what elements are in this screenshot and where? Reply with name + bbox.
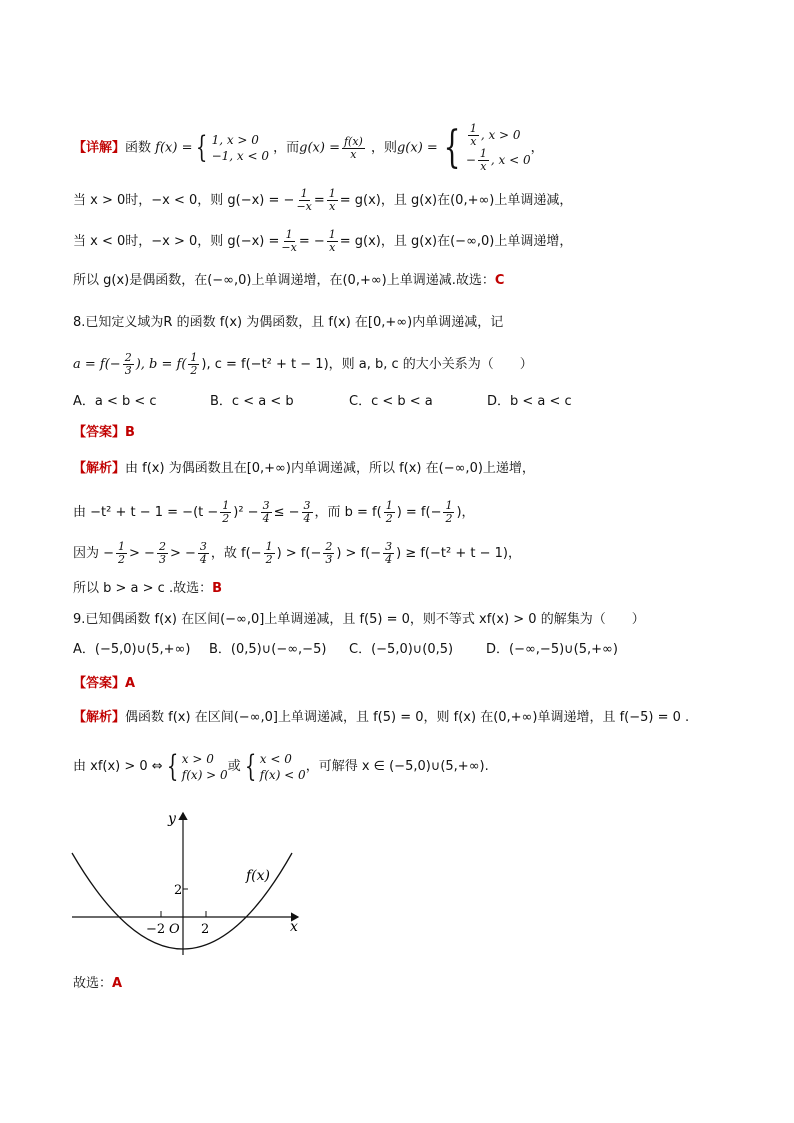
- q9-option-d[interactable]: D．(−∞,−5)∪(5,+∞): [486, 642, 618, 657]
- q8-analysis-2: [73, 500, 475, 525]
- an3-f6-num: 3: [385, 540, 393, 553]
- g2-lhs: g(x) =: [396, 140, 438, 156]
- an3-f5-num: 2: [325, 540, 333, 553]
- q8-answer: B: [125, 425, 135, 440]
- line2-f2-num: 1: [328, 228, 336, 241]
- q8-analysis-3: [73, 541, 521, 566]
- case1-a: x > 0: [181, 751, 214, 766]
- gc1-den: x: [470, 135, 477, 148]
- an3-b: > −: [129, 546, 155, 561]
- line1-b: = g(x)，且 g(x)在(0,+∞)上单调递减，: [339, 193, 573, 208]
- an2-f5-den: 2: [445, 512, 453, 525]
- line3: 所以 g(x)是偶函数，在(−∞,0)上单调递增，在(0,+∞)上单调递减.故选：: [73, 273, 495, 288]
- q8-stem-1: 8.已知定义域为R 的函数 f(x) 为偶函数，且 f(x) 在[0,+∞)内单调递减，记: [73, 315, 504, 330]
- detail-intro: 函数: [125, 140, 152, 156]
- g-cases: [466, 123, 531, 173]
- an3-f6-den: 4: [385, 553, 393, 566]
- q9-analysis-2: [73, 750, 489, 784]
- q7-line-3: [73, 271, 504, 291]
- line2-a: 当 x < 0时，−x > 0，则 g(−x) =: [73, 234, 280, 249]
- case2-a: x < 0: [259, 751, 292, 766]
- q9-conclusion-answer: A: [112, 976, 123, 991]
- line2-f1-den: −x: [281, 241, 297, 254]
- q7-detail-line: [73, 123, 544, 173]
- gc2-num: 1: [479, 147, 487, 160]
- case1-b: f(x) > 0: [181, 767, 228, 782]
- q7-answer: C: [494, 273, 505, 288]
- q9-option-a[interactable]: A．(−5,0)∪(5,+∞): [73, 642, 191, 657]
- an3-c: > −: [169, 546, 196, 561]
- or: 或: [227, 759, 241, 774]
- q9-conclusion: [73, 974, 122, 994]
- line1-f2-num: 1: [328, 187, 336, 200]
- q7-line-2: [73, 229, 572, 254]
- q9-options: [73, 640, 618, 660]
- an3-a: 因为 −: [73, 546, 115, 561]
- an3-d: ，故 f(−: [210, 546, 262, 561]
- an2-a: 由 −t² + t − 1 = −(t −: [73, 505, 219, 520]
- q7-line-1: [73, 188, 572, 213]
- an2-f2-num: 3: [262, 499, 270, 512]
- an2-f1-num: 1: [222, 499, 230, 512]
- an2-f4-num: 1: [385, 499, 393, 512]
- b-num: 1: [190, 351, 198, 364]
- line2-b: = g(x)，且 g(x)在(−∞,0)上单调递增，: [339, 234, 573, 249]
- an2-b: )² −: [233, 505, 259, 520]
- gc2-cond: , x < 0: [490, 153, 531, 167]
- q9-conclusion-text: 故选：: [73, 976, 113, 991]
- q9-an2-a: 由 xf(x) > 0 ⇔: [73, 759, 163, 774]
- x-tick-pos-label: 2: [201, 922, 210, 937]
- an2-f4-den: 2: [385, 512, 393, 525]
- an2-f5-num: 1: [445, 499, 453, 512]
- g-case-2: − $\frac{1}{x}$ , x < 0: [465, 147, 531, 173]
- an3-f2-den: 3: [158, 553, 166, 566]
- x-tick-neg-label: −2: [146, 922, 166, 937]
- line1-f1-num: 1: [300, 187, 308, 200]
- analysis-tag: 【解析】: [73, 461, 126, 476]
- q8-conclusion-answer: B: [212, 581, 222, 596]
- cases-1: [182, 751, 228, 783]
- line1-f2-den: x: [329, 200, 336, 213]
- q9-an2-b: ，可解得 x ∈ (−5,0)∪(5,+∞).: [305, 759, 489, 774]
- q8-option-c[interactable]: C．c < b < a: [349, 394, 433, 409]
- f-def-lhs: f(x) =: [155, 140, 193, 156]
- q8-answer-line: [73, 423, 135, 443]
- gc2-den: x: [480, 160, 487, 173]
- an3-f5-den: 3: [325, 553, 333, 566]
- an3-e: ) > f(−: [276, 546, 322, 561]
- q9-option-b[interactable]: B．(0,5)∪(−∞,−5): [209, 642, 327, 657]
- an3-f1-num: 1: [118, 540, 126, 553]
- parabola-graph: [60, 805, 320, 965]
- y-tick-label: 2: [174, 883, 183, 898]
- y-label: y: [168, 811, 176, 827]
- f-case-1: 1, x > 0: [211, 133, 259, 147]
- and-g: ，而: [273, 140, 300, 156]
- an2-f3-den: 4: [303, 512, 311, 525]
- x-label: x: [290, 919, 298, 935]
- line1-mid: =: [313, 193, 325, 208]
- cases-2: [260, 751, 306, 783]
- stem2-c: ), c = f(−t² + t − 1)，则 a, b, c 的大小关系为（ ）: [201, 357, 533, 372]
- an3-f2-num: 2: [158, 540, 166, 553]
- then-g: ，则: [370, 140, 397, 156]
- brace: {: [196, 130, 208, 165]
- a-num: 2: [124, 351, 132, 364]
- q8-options: [73, 392, 572, 412]
- q8-option-a[interactable]: A．a < b < c: [73, 394, 157, 409]
- an2-c: ≤ −: [273, 505, 300, 520]
- q9-option-c[interactable]: C．(−5,0)∪(0,5): [349, 642, 454, 657]
- f-case-2: −1, x < 0: [211, 149, 269, 163]
- q8-conclusion-text: 所以 b > a > c .故选：: [73, 581, 213, 596]
- stem2-a: a = f(−: [73, 357, 121, 372]
- an3-f4-num: 1: [265, 540, 273, 553]
- analysis-tag: 【解析】: [73, 710, 126, 725]
- answer-tag: 【答案】: [73, 676, 126, 691]
- gc1-cond: , x > 0: [480, 128, 521, 142]
- q8-conclusion: [73, 579, 222, 599]
- an3-f3-den: 4: [199, 553, 207, 566]
- curve-label: f(x): [246, 868, 271, 884]
- detail-tag: 【详解】: [73, 140, 126, 156]
- an2-f: )，: [456, 505, 475, 520]
- an3-f3-num: 3: [199, 540, 207, 553]
- q9-stem: 9.已知偶函数 f(x) 在区间(−∞,0]上单调递减，且 f(5) = 0，则不等式 xf(x) > 0 的解集为（ ）: [73, 612, 645, 627]
- an2-d: ，而 b = f(: [314, 505, 382, 520]
- an3-g: ) ≥ f(−t² + t − 1)，: [396, 546, 521, 561]
- q8-option-d[interactable]: D．b < a < c: [487, 394, 572, 409]
- q9-answer: A: [125, 676, 136, 691]
- an3-f4-den: 2: [265, 553, 273, 566]
- answer-tag: 【答案】: [73, 425, 126, 440]
- an2-f1-den: 2: [222, 512, 230, 525]
- origin-label: O: [169, 922, 180, 937]
- gc1-num: 1: [469, 122, 477, 135]
- an2-f2-den: 4: [262, 512, 270, 525]
- g-den: x: [350, 147, 357, 161]
- an3-f: ) > f(−: [336, 546, 382, 561]
- an2-f3-num: 3: [303, 499, 311, 512]
- an3-f1-den: 2: [118, 553, 126, 566]
- line2-mid: = −: [298, 234, 325, 249]
- line2-f1-num: 1: [285, 228, 293, 241]
- g-case-1: [466, 123, 531, 148]
- case2-b: f(x) < 0: [259, 767, 306, 782]
- stem2-b: ), b = f(: [135, 357, 187, 372]
- brace: {: [244, 748, 256, 784]
- q9-analysis-1: [73, 708, 689, 728]
- line2-f2-den: x: [329, 241, 336, 254]
- g-num: f(x): [343, 134, 363, 148]
- brace: {: [166, 748, 178, 784]
- a-den: 3: [124, 364, 132, 377]
- f-cases: [212, 132, 269, 164]
- q8-option-b[interactable]: B．c < a < b: [210, 394, 294, 409]
- b-den: 2: [190, 364, 198, 377]
- analysis1: 由 f(x) 为偶函数且在[0,+∞)内单调递减，所以 f(x) 在(−∞,0)上递增，: [125, 461, 535, 476]
- q8-analysis-1: [73, 459, 535, 479]
- line1-a: 当 x > 0时，−x < 0，则 g(−x) = −: [73, 193, 295, 208]
- brace: {: [443, 122, 461, 173]
- q9-answer-line: [73, 674, 135, 694]
- g-lhs: g(x) =: [299, 140, 340, 156]
- line1-f1-den: −x: [296, 200, 312, 213]
- an2-e: ) = f(−: [396, 505, 442, 520]
- q9-analysis1: 偶函数 f(x) 在区间(−∞,0]上单调递减，且 f(5) = 0，则 f(x) 在(0,+∞)单调递增，且 f(−5) = 0 .: [125, 710, 690, 725]
- comma: ，: [530, 140, 544, 156]
- g-fraction: [342, 136, 365, 161]
- q8-stem-2: [73, 352, 533, 377]
